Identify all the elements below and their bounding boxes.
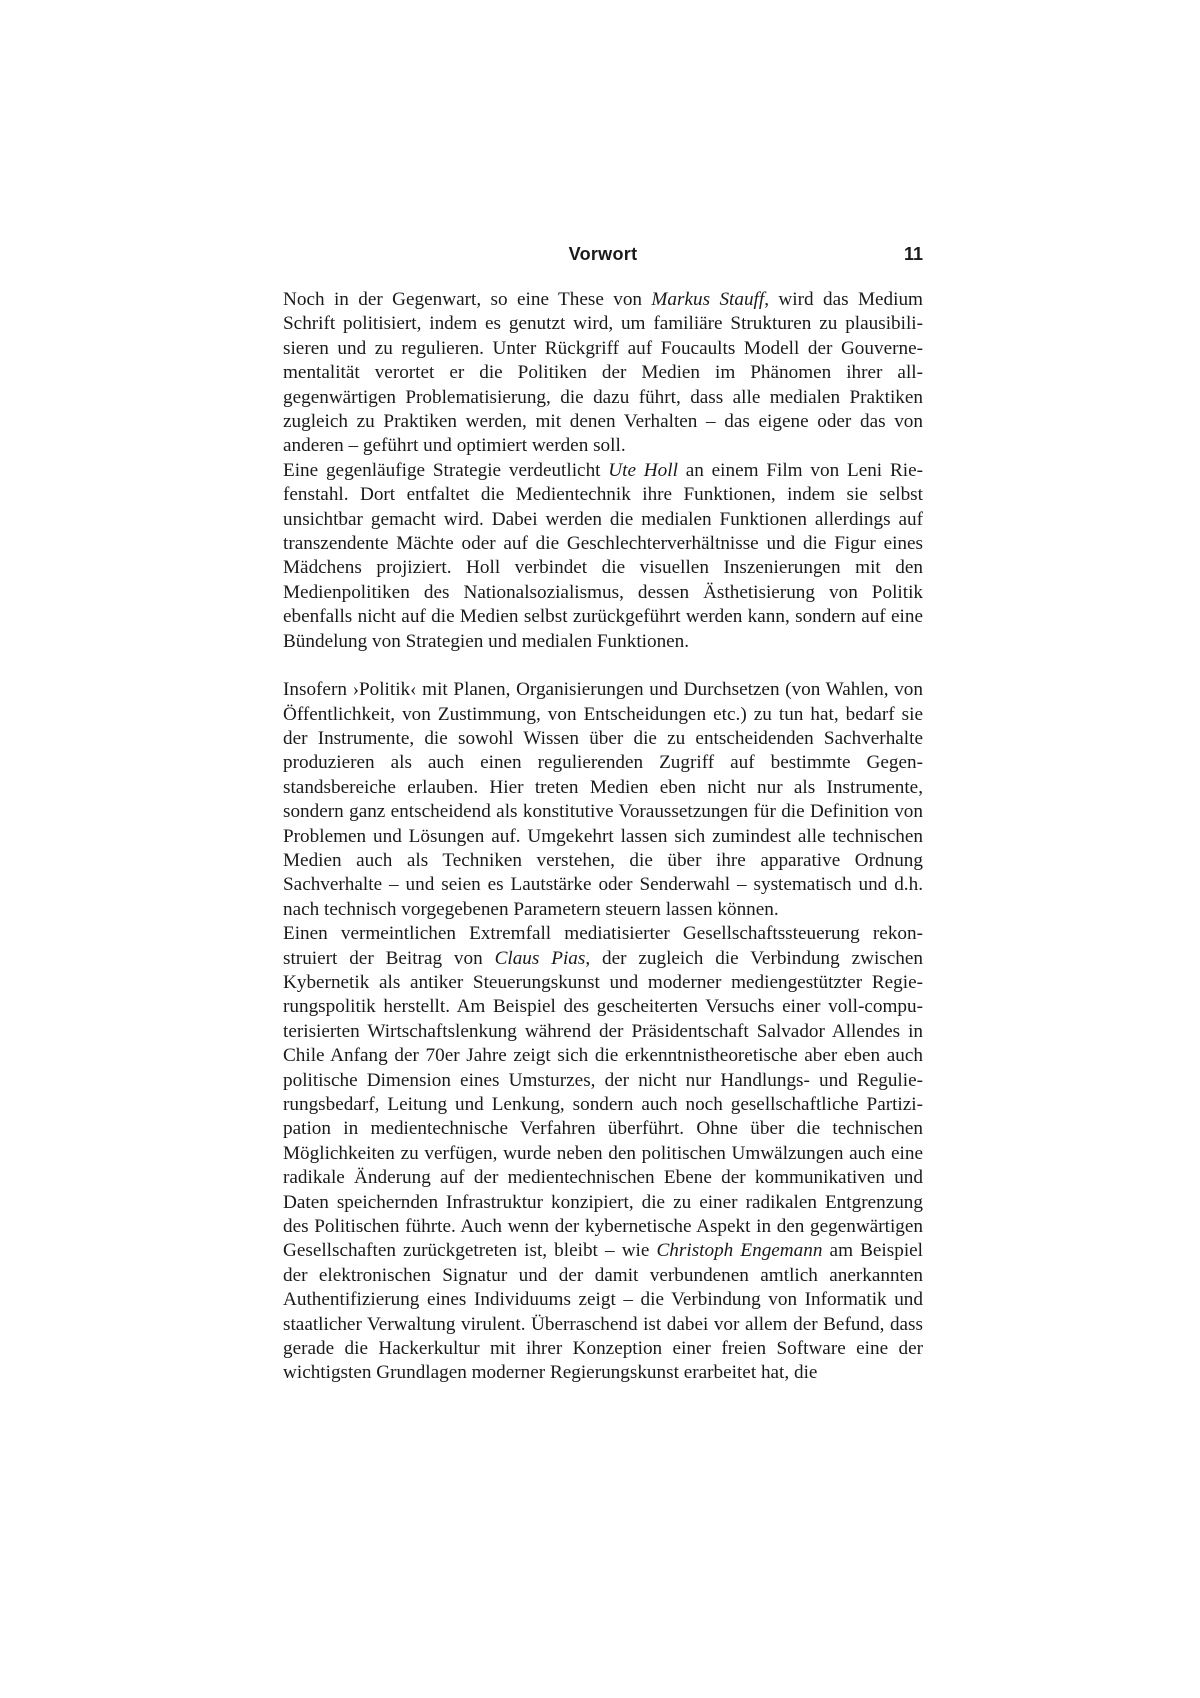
paragraph: [283, 922, 923, 1386]
text-run: , wird das Medium Schrift politisiert, indem es genutzt wird, um familiäre Strukturen zu plausibilisieren und zu regulieren. Unter Rückgriff auf Foucaults Modell der Gouvernementalität verortet er die Politiken der Medien im Phänomen ihrer allgegenwärtigen Problematisierung, die dazu führt, dass alle medialen Praktiken zugleich zu Praktiken werden, mit denen Verhalten – das eigene oder das von anderen – geführt und optimiert werden soll.: [283, 289, 923, 457]
text-run: Einen vermeintlichen Extremfall mediatisierter Gesellschaftssteuerung rekonstruiert der Beitrag von: [283, 923, 923, 969]
author-name: Christoph Engemann: [656, 1240, 823, 1262]
text-run: Eine gegenläufige Strategie verdeutlicht: [283, 459, 609, 481]
page-number: 11: [903, 244, 923, 264]
paragraph: [283, 678, 923, 922]
author-name: Claus Pias: [494, 947, 586, 969]
author-name: Markus Stauff: [651, 289, 765, 310]
document-page: [283, 244, 923, 1386]
text-run: Noch in der Gegenwart, so eine These von: [283, 289, 652, 310]
body-text: [283, 288, 923, 1386]
paragraph: [283, 459, 923, 654]
paragraph: [283, 288, 923, 459]
text-run: an einem Film von Leni Riefenstahl. Dort entfaltet die Medientechnik ihre Funktionen, indem sie selbst unsichtbar gemacht wird. Dabei werden die medialen Funktionen allerdings auf transzendente Mächte oder auf die Geschlechterverhältnisse und die Figur eines Mädchens projiziert. Holl verbindet die visuellen Inszenierungen mit den Medienpolitiken des Nationalsozialismus, dessen Ästhetisierung von Politik ebenfalls nicht auf die Medien selbst zurückgeführt werden kann, sondern auf eine Bündelung von Strategien und medialen Funktionen.: [283, 459, 923, 652]
chapter-title: Vorwort: [568, 244, 638, 264]
author-name: Ute Holl: [608, 459, 678, 481]
text-run: am Beispiel der elektronischen Signatur und der damit verbundenen amtlich anerkannten Authentifizierung eines Individuums zeigt – die Verbindung von Informatik und staatlicher Verwaltung virulent. Überraschend ist dabei vor allem der Befund, dass gerade die Hackerkultur mit ihrer Konzeption einer freien Software eine der wichtigsten Grundlagen moderner Regierungskunst erarbeitet hat, die: [283, 1240, 923, 1384]
text-run: Insofern ›Politik‹ mit Planen, Organisierungen und Durchsetzen (von Wahlen, von Öffentlichkeit, von Zustimmung, von Entscheidungen etc.) zu tun hat, bedarf sie der Instrumente, die sowohl Wissen über die zu entscheidenden Sachverhalte produzieren als auch einen regulierenden Zugriff auf bestimmte Gegenstandsbereiche erlauben. Hier treten Medien eben nicht nur als Instrumente, sondern ganz entscheidend als konstitutive Voraussetzungen für die Definition von Problemen und Lösungen auf. Umgekehrt lassen sich zumindest alle technischen Medien auch als Techniken verstehen, die über ihre apparative Ordnung Sachverhalte – und seien es Lautstärke oder Senderwahl – systematisch und d.h. nach technisch vorgegebenen Parametern steuern lassen können.: [283, 679, 923, 920]
text-run: , der zugleich die Verbindung zwischen Kybernetik als antiker Steuerungskunst und moderner mediengestützter Regierungspolitik herstellt. Am Beispiel des gescheiterten Versuchs einer voll-computerisierten Wirtschaftslenkung während der Präsidentschaft Salvador Allendes in Chile Anfang der 70er Jahre zeigt sich die erkenntnistheoretische aber eben auch politische Dimension eines Umsturzes, der nicht nur Handlungs- und Regulierungsbedarf, Leitung und Lenkung, sondern auch noch gesellschaftliche Partizipation in medientechnische Verfahren überführt. Ohne über die technischen Möglichkeiten zu verfügen, wurde neben den politischen Umwälzungen auch eine radikale Änderung auf der medientechnischen Ebene der kommunikativen und Daten speichernden Infrastruktur konzipiert, die zu einer radikalen Entgrenzung des Politischen führte. Auch wenn der kybernetische Aspekt in den gegenwärtigen Gesellschaften zurückgetreten ist, bleibt – wie: [283, 947, 923, 1262]
running-header: [283, 244, 923, 274]
